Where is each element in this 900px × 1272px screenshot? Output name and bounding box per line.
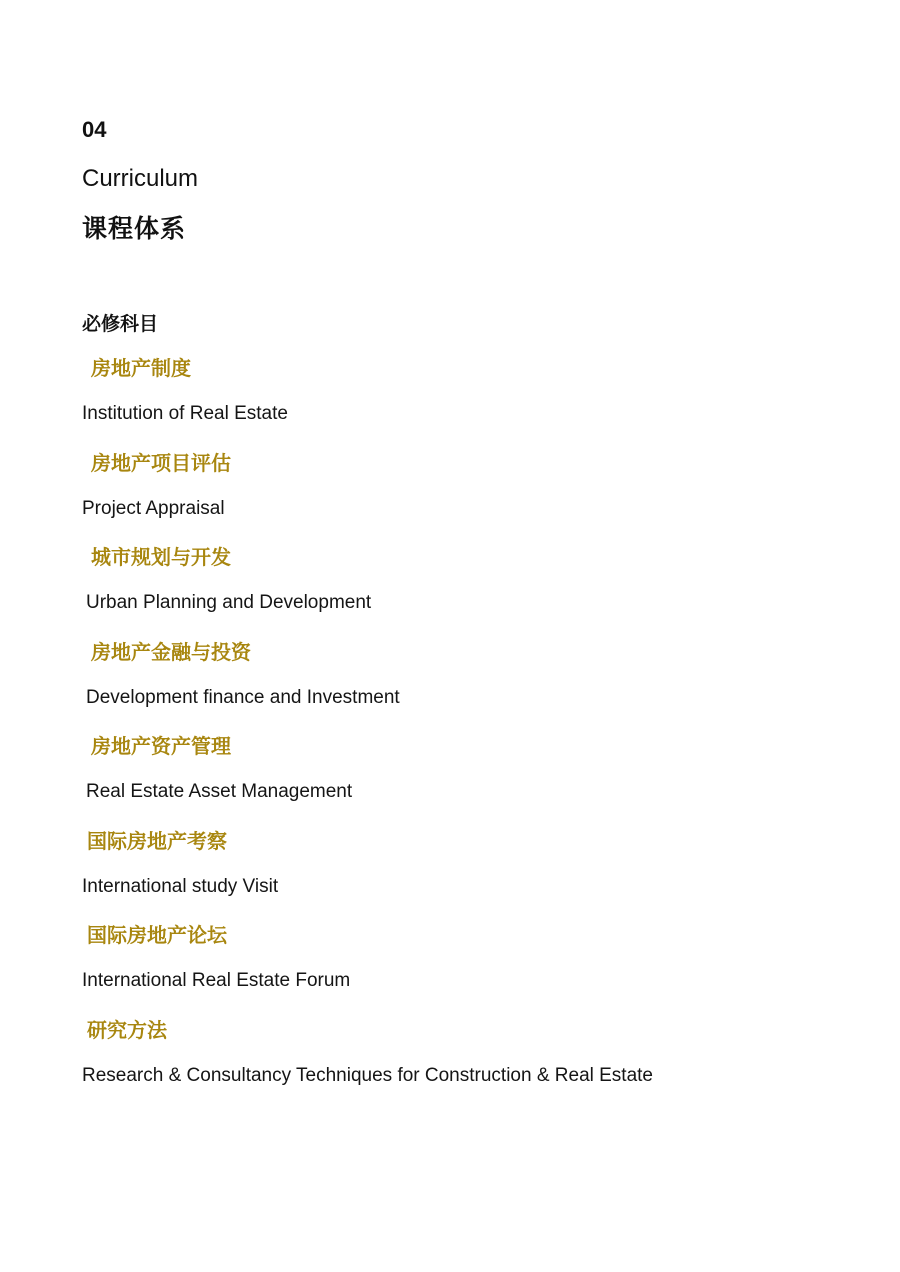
course-title-zh: 国际房地产论坛 bbox=[87, 923, 227, 947]
course-item bbox=[82, 352, 862, 447]
required-subjects-heading: 必修科目 bbox=[82, 313, 159, 335]
course-title-en: Research & Consultancy Techniques for Construction & Real Estate bbox=[82, 1064, 654, 1086]
course-title-en: Project Appraisal bbox=[82, 497, 225, 519]
course-title-en: Real Estate Asset Management bbox=[86, 781, 353, 802]
course-title-zh: 城市规划与开发 bbox=[91, 545, 231, 569]
course-title-en: Development finance and Investment bbox=[86, 686, 400, 708]
course-item bbox=[82, 541, 862, 636]
course-title-en: International Real Estate Forum bbox=[82, 970, 351, 991]
course-item bbox=[82, 447, 862, 542]
course-title-zh: 国际房地产考察 bbox=[87, 828, 227, 853]
course-title-en: Institution of Real Estate bbox=[82, 403, 288, 424]
course-list bbox=[82, 352, 862, 1108]
section-title-en: Curriculum bbox=[82, 165, 199, 192]
course-title-zh: 房地产金融与投资 bbox=[91, 639, 251, 664]
course-title-zh: 研究方法 bbox=[87, 1017, 167, 1042]
course-item bbox=[82, 1014, 862, 1109]
course-title-zh: 房地产资产管理 bbox=[91, 734, 231, 758]
course-title-en: Urban Planning and Development bbox=[86, 592, 372, 613]
course-item bbox=[82, 919, 862, 1014]
course-item bbox=[82, 825, 862, 920]
section-title-zh: 课程体系 bbox=[82, 214, 187, 243]
course-item bbox=[82, 730, 862, 825]
course-item bbox=[82, 636, 862, 731]
course-title-zh: 房地产项目评估 bbox=[91, 450, 231, 475]
course-title-zh: 房地产制度 bbox=[91, 356, 191, 380]
course-title-en: International study Visit bbox=[82, 875, 279, 897]
section-number: 04 bbox=[82, 117, 107, 142]
